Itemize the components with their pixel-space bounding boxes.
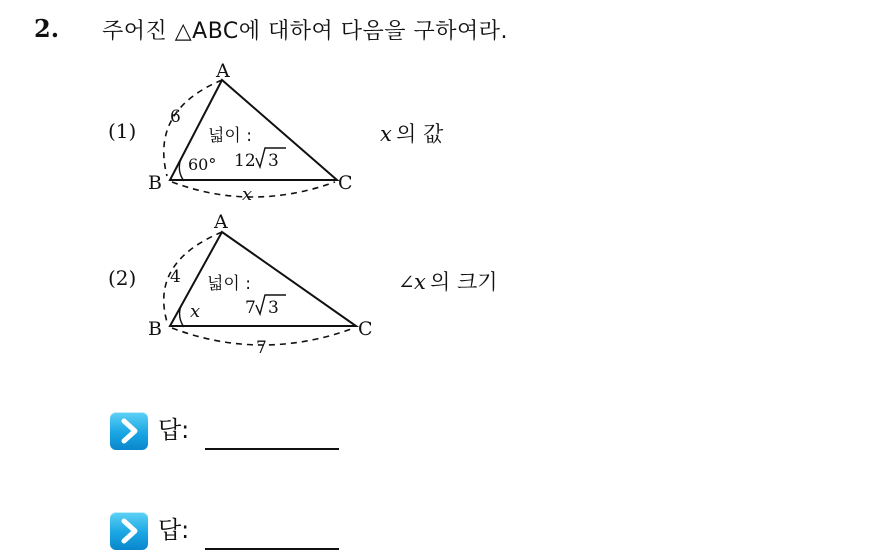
angle-b-label: x [190,301,201,322]
vertex-c-label: C [358,318,373,340]
vertex-b-label: B [148,318,162,340]
answer-row-1 [110,410,339,450]
chevron-right-icon [110,512,148,550]
angle-b-arc [180,306,184,327]
angle-symbol: ∠ [398,270,415,294]
angle-b-label: 60° [188,155,217,174]
side-ab-label: 4 [170,267,181,287]
vertex-a-label: A [214,211,228,233]
area-radicand: 3 [268,151,279,171]
part-2 [108,211,498,358]
part-1-label: (1) [108,119,137,143]
question-stem: 주어진 △ABC에 대하여 다음을 구하여라. [102,19,509,44]
part-2-label: (2) [108,266,137,290]
answer-blank[interactable] [205,418,339,450]
answer-row-2 [110,510,339,550]
angle-b-arc [179,159,184,181]
answer-label: 답: [158,516,190,544]
vertex-a-label: A [216,60,230,82]
side-ab-label: 6 [170,107,181,127]
vertex-b-label: B [148,172,162,194]
side-bc-dashed-arc [172,182,335,197]
area-label: 넓이 : [207,274,251,294]
ask-variable: x [414,270,426,294]
ask-text: 의 크기 [430,270,498,294]
side-bc-label: x [242,184,253,205]
vertex-c-label: C [338,172,353,194]
area-radicand: 3 [268,298,279,318]
answer-label: 답: [158,416,190,444]
area-coefficient: 12 [234,151,256,171]
ask-variable: x [380,122,392,146]
ask-text: 의 값 [396,122,444,146]
part-1 [108,60,444,205]
question-number: 2. [34,14,60,43]
side-bc-label: 7 [256,338,267,358]
area-label: 넓이 : [208,126,252,146]
area-coefficient: 7 [245,298,256,318]
answer-blank[interactable] [205,518,339,550]
chevron-right-icon [110,412,148,450]
